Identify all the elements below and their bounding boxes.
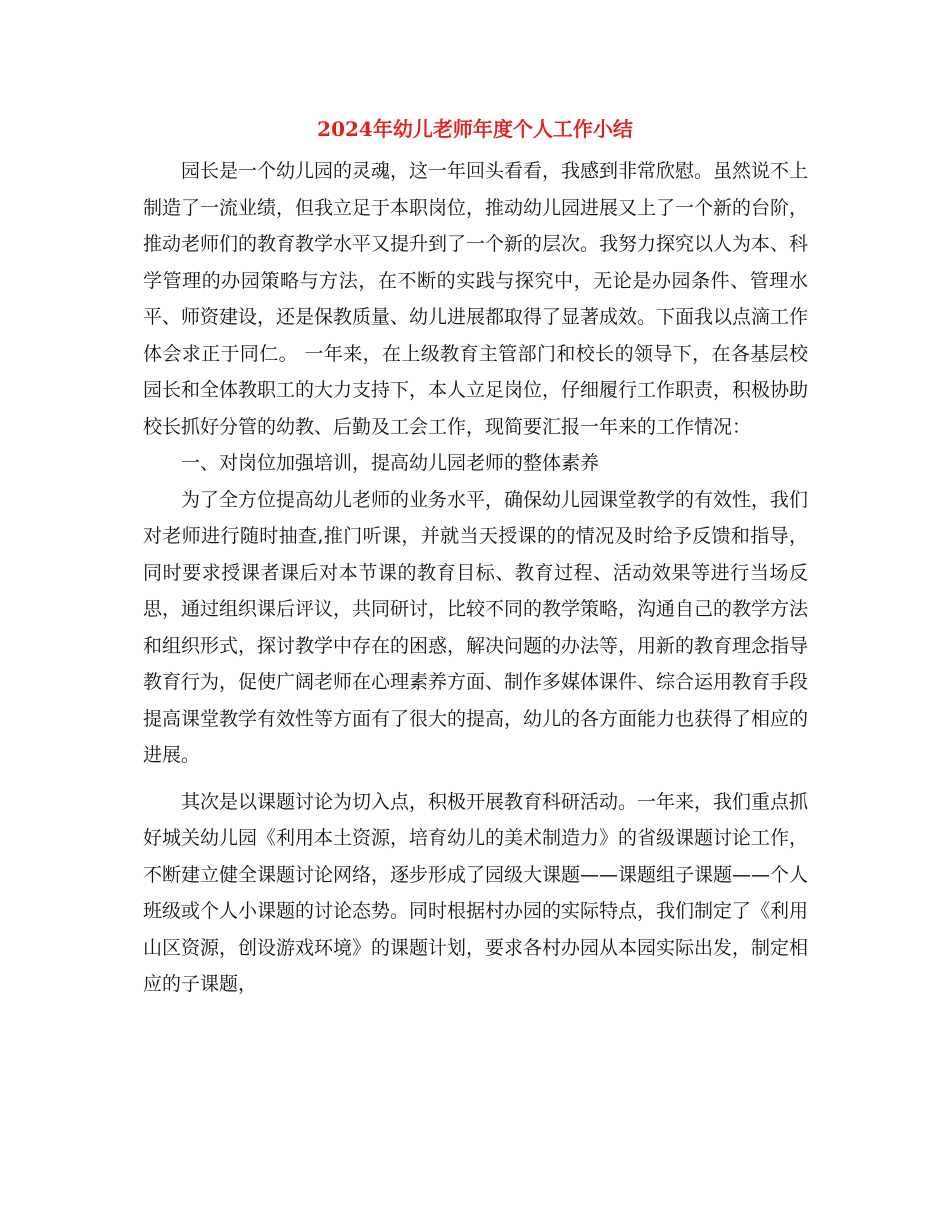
paragraph-research: 其次是以课题讨论为切入点，积极开展教育科研活动。一年来，我们重点抓好城关幼儿园《利用本土资源，培育幼儿的美术制造力》的省级课题讨论工作，不断建立健全课题讨论网络，逐步形成了园级大课题——课题组子课题——个人班级或个人小课题的讨论态势。同时根据村办园的实际特点，我们制定了《利用山区资源，创设游戏环境》的课题计划，要求各村办园从本园实际出发，制定相应的子课题， — [143, 790, 809, 995]
document-title: 2024年幼儿老师年度个人工作小结 — [317, 117, 633, 141]
document-body — [143, 153, 808, 1003]
paragraph-section-heading: 一、对岗位加强培训，提高幼儿园老师的整体素养 — [181, 452, 600, 474]
paragraph-intro: 园长是一个幼儿园的灵魂，这一年回头看看，我感到非常欣慰。虽然说不上制造了一流业绩，但我立足于本职岗位，推动幼儿园进展又上了一个新的台阶，推动老师们的教育教学水平又提升到了一个新的层次。我努力探究以人为本、科学管理的办园策略与方法，在不断的实践与探究中，无论是办园条件、管理水平、师资建设，还是保教质量、幼儿进展都取得了显著成效。下面我以点滴工作体会求正于同仁。 一年来，在上级教育主管部门和校长的领导下，在各基层校园长和全体教职工的大力支持下，本人立足岗位，仔细履行工作职责，积极协助校长抓好分管的幼教、后勤及工会工作，现简要汇报一年来的工作情况： — [143, 160, 809, 438]
paragraph-training: 为了全方位提高幼儿老师的业务水平，确保幼儿园课堂教学的有效性，我们对老师进行随时抽查,推门听课，并就当天授课的的情况及时给予反馈和指导，同时要求授课者课后对本节课的教育目标、教育过程、活动效果等进行当场反思，通过组织课后评议，共同研讨，比较不同的教学策略，沟通自己的教学方法和组织形式，探讨教学中存在的困惑，解决问题的办法等，用新的教育理念指导教育行为，促使广阔老师在心理素养方面、制作多媒体课件、综合运用教育手段提高课堂教学有效性等方面有了很大的提高，幼儿的各方面能力也获得了相应的进展。 — [143, 488, 809, 766]
